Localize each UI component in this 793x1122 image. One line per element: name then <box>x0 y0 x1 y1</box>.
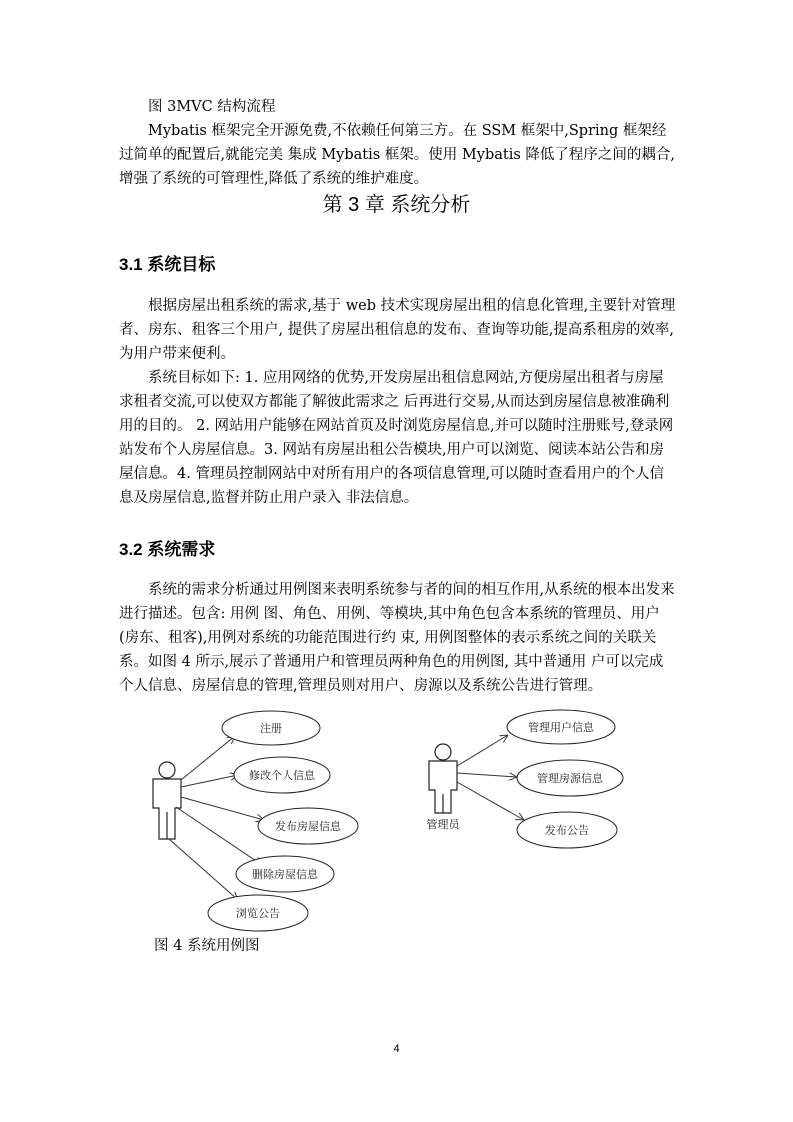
chapter-title: 第 3 章 系统分析 <box>322 194 471 216</box>
use-case-label: 浏览公告 <box>236 907 280 920</box>
section-3-1-para2: 系统目标如下: 1. 应用网络的优势,开发房屋出租信息网站,方便房屋出租者与房屋求租者交流,可以使双方都能了解彼此需求之 后再进行交易,从而达到房屋信息被准确利用的目的。 2. 网站用户能够在网站首页及时浏览房屋信息,并可以随时注册账号,登录网站发布个人房屋信息。3. 网站有房屋出租公告模块,用户可以浏览、阅读本站公告和房屋信息。4. 管理员控制网站中对所有用户的各项信息管理,可以随时查看用户的个人信息及房屋信息,监督并防止用户录入 非法信息。 <box>119 370 674 506</box>
use-case-label: 发布房屋信息 <box>275 820 341 833</box>
figure3-caption: 图 3MVC 结构流程 <box>148 99 276 115</box>
section-3-1-para1: 根据房屋出租系统的需求,基于 web 技术实现房屋出租的信息化管理,主要针对管理者、房东、租客三个用户, 提供了房屋出租信息的发布、查询等功能,提高系租房的效率, 为用户带来便利。 <box>119 298 676 362</box>
page-number: 4 <box>393 1043 400 1055</box>
section-3-1-heading: 3.1 系统目标 <box>119 255 216 274</box>
use-case-label: 删除房屋信息 <box>252 868 318 881</box>
mybatis-paragraph: Mybatis 框架完全开源免费,不依赖任何第三方。在 SSM 框架中,Spring 框架经过简单的配置后,就能完美 集成 Mybatis 框架。使用 Mybatis 降低了程序之间的耦合,增强了系统的可管理性,降低了系统的维护难度。 <box>119 123 676 187</box>
figure4-caption: 图 4 系统用例图 <box>154 938 260 954</box>
section-3-2-heading: 3.2 系统需求 <box>119 540 216 559</box>
use-case-label: 管理房源信息 <box>537 772 603 785</box>
admin-label: 管理员 <box>426 818 460 831</box>
use-case-label: 注册 <box>260 722 282 735</box>
section-3-2-para1: 系统的需求分析通过用例图来表明系统参与者的间的相互作用,从系统的根本出发来进行描述。包含: 用例 图、角色、用例、等模块,其中角色包含本系统的管理员、用户(房东、租客),用例对系统的功能范围进行约 束, 用例图整体的表示系统之间的关联关系。如图 4 所示,展示了普通用户和管理员两种角色的用例图, 其中普通用 户可以完成个人信息、房屋信息的管理,管理员则对用户、房源以及系统公告进行管理。 <box>119 582 675 694</box>
use-case-label: 修改个人信息 <box>249 769 315 782</box>
use-case-label: 管理用户信息 <box>528 721 594 734</box>
use-case-label: 发布公告 <box>545 824 589 837</box>
user-actor <box>153 762 181 839</box>
admin-actor <box>429 744 457 813</box>
